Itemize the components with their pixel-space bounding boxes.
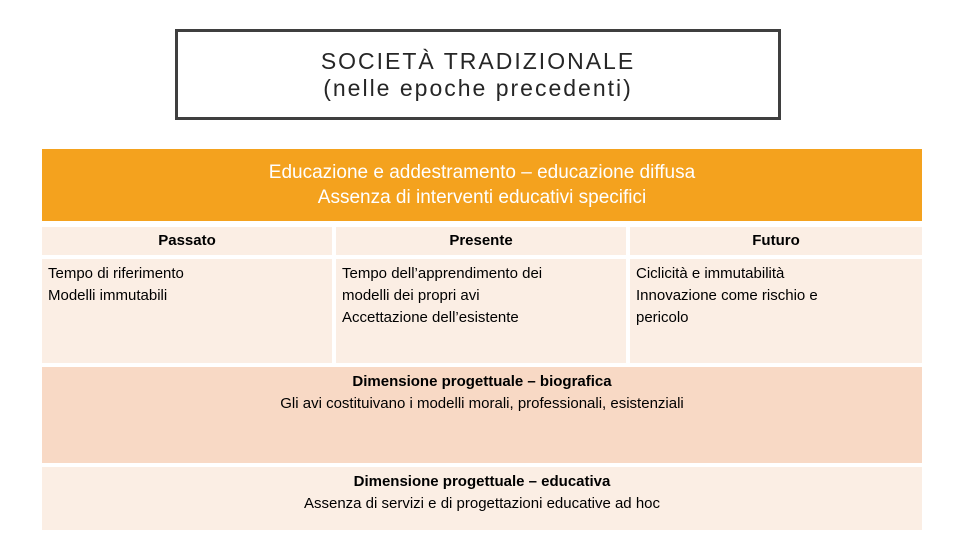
band-biografica-title: Dimensione progettuale – biografica [352, 373, 612, 390]
title-box [175, 29, 781, 120]
title-line-1: SOCIETÀ TRADIZIONALE [320, 47, 636, 74]
band-biografica [40, 365, 924, 465]
band-biografica-text: Gli avi costituivano i modelli morali, professionali, esistenziali [280, 395, 684, 412]
cell-line: Tempo dell’apprendimento dei [342, 265, 543, 282]
cell-line: Modelli immutabili [48, 287, 168, 304]
title-line-2: (nelle epoche precedenti) [323, 74, 633, 101]
column-heading-futuro: Futuro [628, 225, 924, 257]
column-cell-passato [40, 257, 334, 365]
column-headings-row [40, 225, 924, 257]
cell-line: modelli dei propri avi [342, 287, 480, 304]
header-line-2: Assenza di interventi educativi specifici [317, 187, 647, 208]
column-cell-presente [334, 257, 628, 365]
cell-line: Accettazione dell’esistente [342, 309, 519, 326]
table-header [40, 147, 924, 223]
band-educativa [40, 465, 924, 532]
column-body-row [40, 257, 924, 365]
column-heading-passato: Passato [40, 225, 334, 257]
cell-line: Innovazione come rischio e [636, 287, 818, 304]
column-cell-futuro [628, 257, 924, 365]
column-heading-presente: Presente [334, 225, 628, 257]
cell-line: pericolo [636, 309, 689, 326]
cell-line: Ciclicità e immutabilità [636, 265, 785, 282]
header-line-1: Educazione e addestramento – educazione diffusa [268, 162, 696, 183]
band-educativa-text: Assenza di servizi e di progettazioni educative ad hoc [303, 495, 661, 512]
content-table [40, 147, 924, 532]
cell-line: Tempo di riferimento [48, 265, 184, 282]
band-educativa-title: Dimensione progettuale – educativa [353, 473, 611, 490]
